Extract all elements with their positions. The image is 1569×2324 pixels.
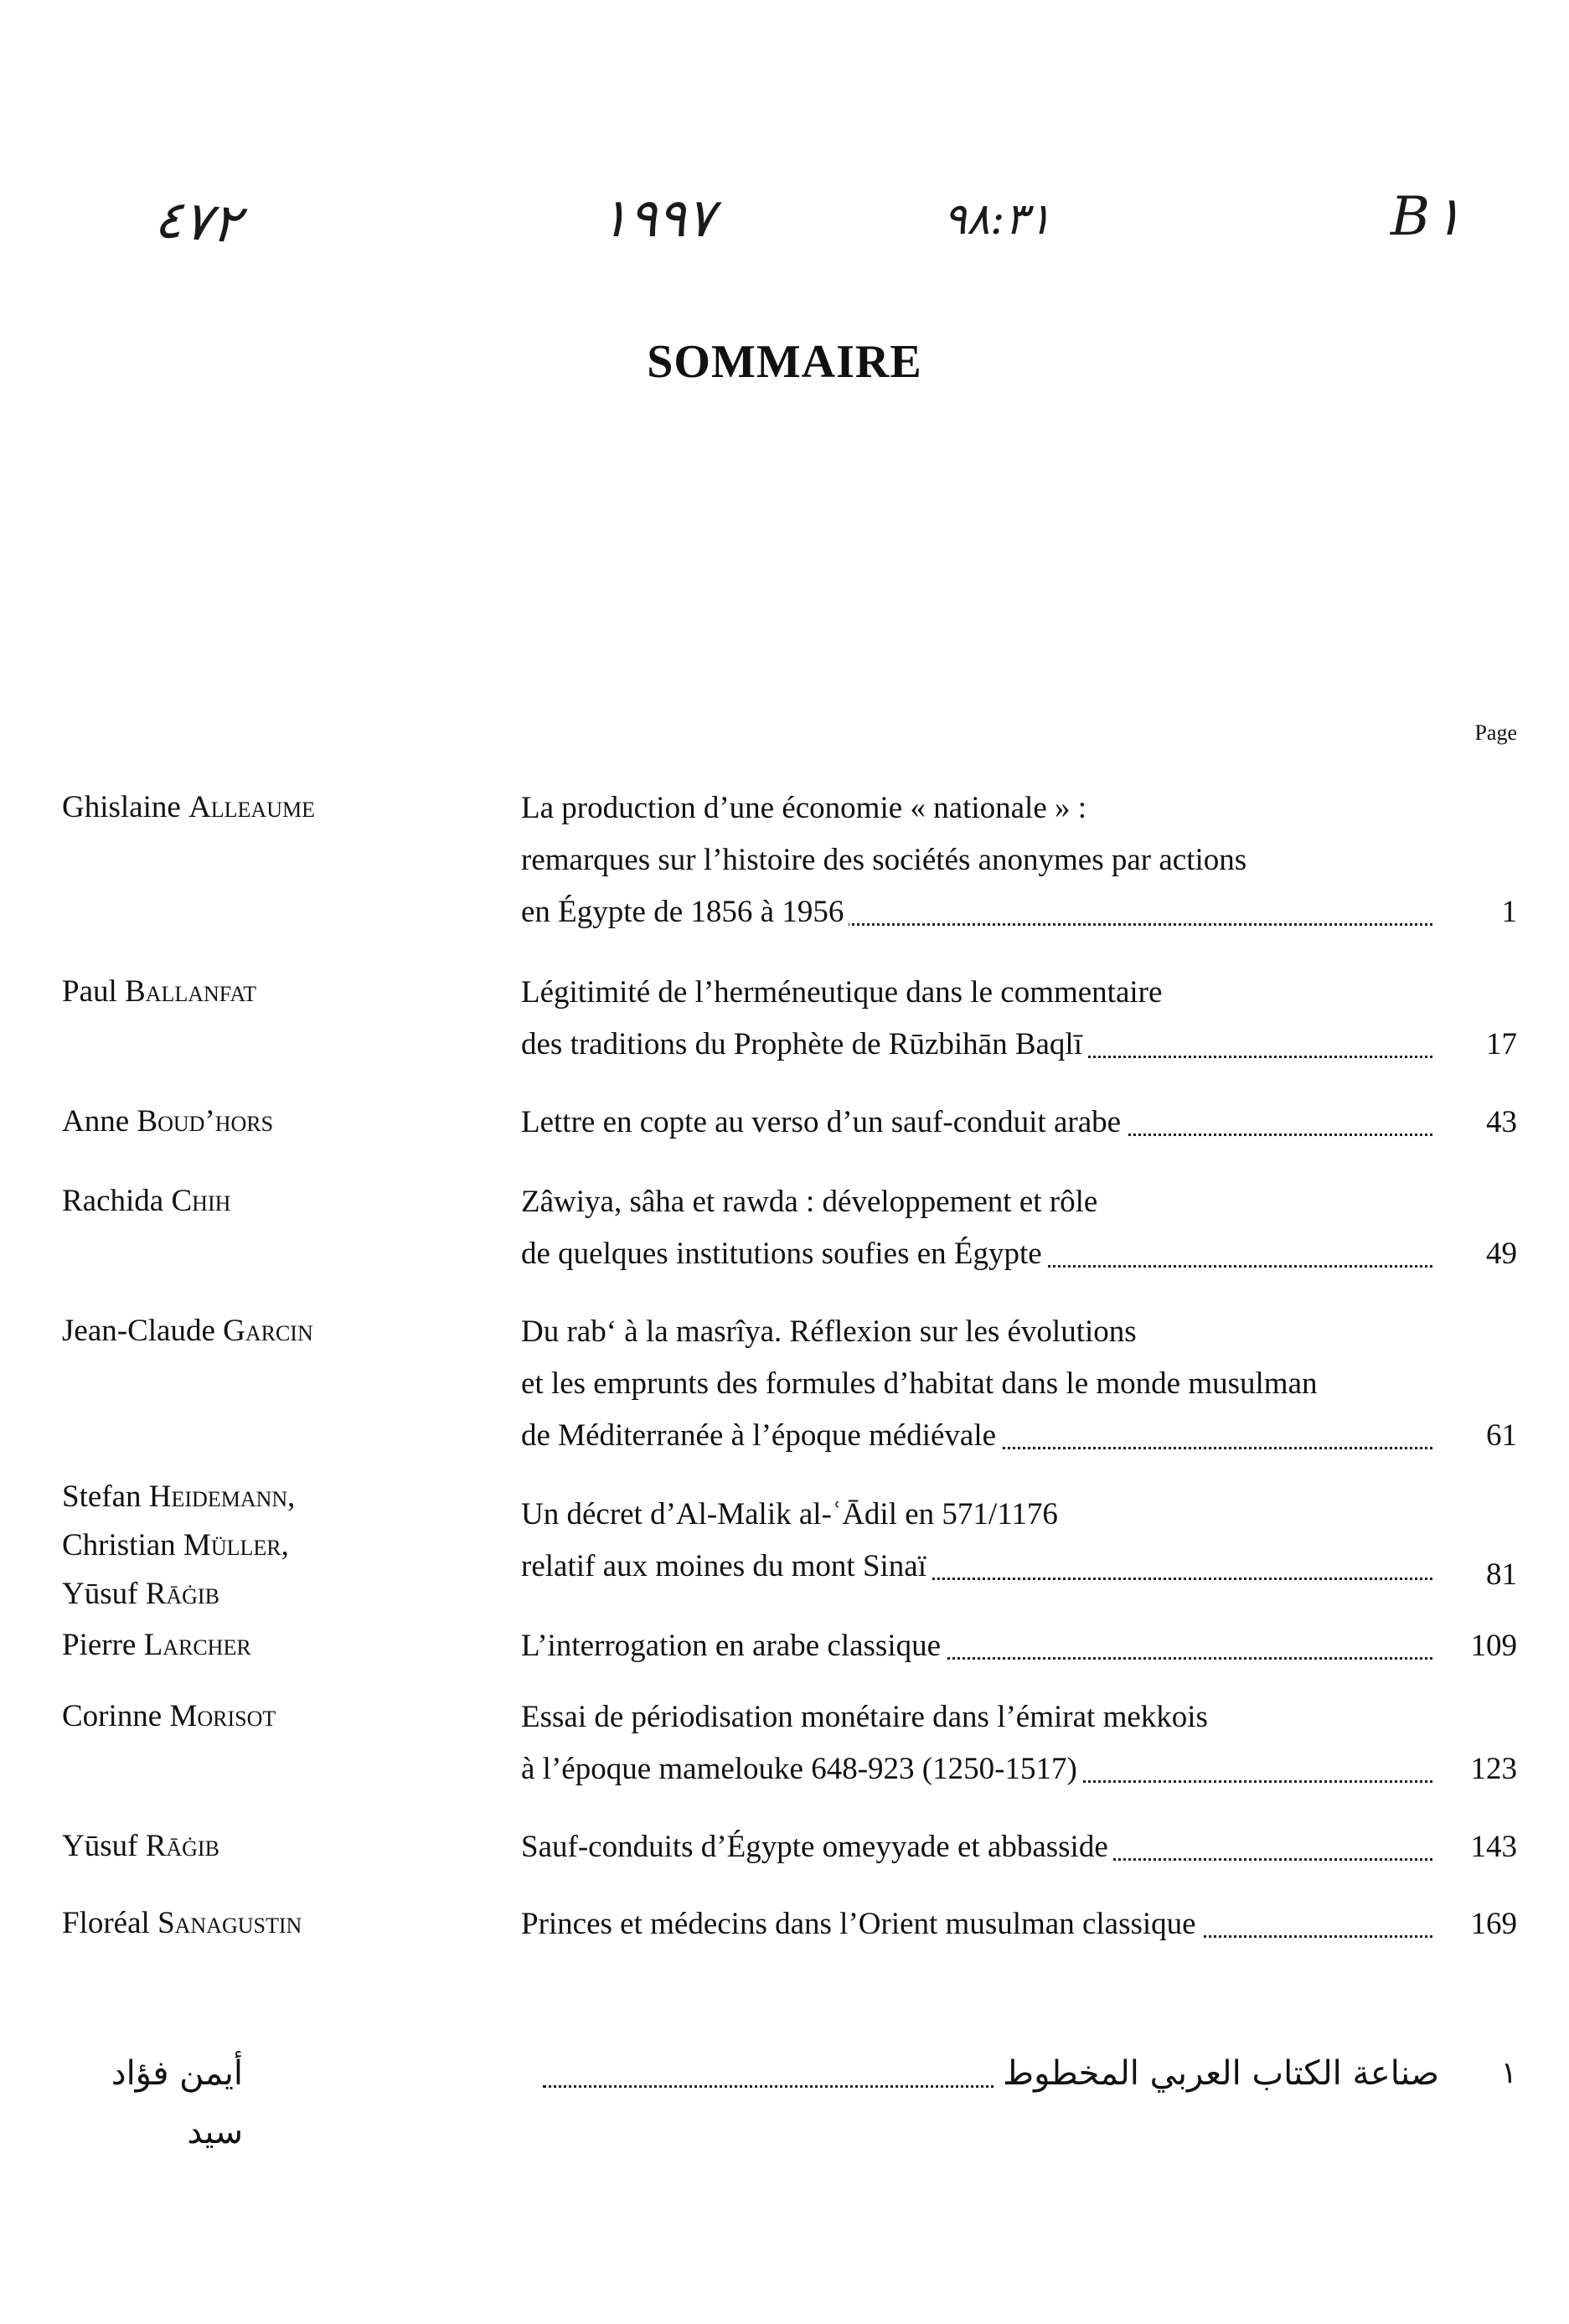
entry-author: Floréal Sanagustin bbox=[62, 1906, 302, 1940]
entry-page-number: 123 bbox=[1470, 1752, 1517, 1786]
entry-title-line: à l’époque mamelouke 648-923 (1250-1517) bbox=[521, 1744, 1432, 1795]
arabic-entry-title: صناعة الكتاب العربي المخطوط bbox=[518, 2044, 1439, 2103]
entry-title-line: Essai de périodisation monétaire dans l’émirat mekkois bbox=[521, 1692, 1432, 1743]
entry-page-number: 17 bbox=[1486, 1027, 1517, 1061]
page-column-header: Page bbox=[1474, 720, 1517, 745]
entry-page-number: 169 bbox=[1470, 1907, 1517, 1941]
entry-page-number: 81 bbox=[1486, 1557, 1517, 1592]
entry-author: Corinne Morisot bbox=[62, 1699, 276, 1733]
entry-author: Yūsuf Rāġib bbox=[62, 1829, 219, 1863]
page-title: SOMMAIRE bbox=[647, 336, 922, 388]
entry-author: Rachida Chih bbox=[62, 1184, 231, 1218]
entry-title-line: remarques sur l’histoire des sociétés anonymes par actions bbox=[521, 835, 1432, 886]
entry-page-number: 61 bbox=[1486, 1418, 1517, 1453]
entry-author: Stefan Heidemann, Christian Müller, Yūsuf Rāġib bbox=[62, 1480, 296, 1611]
entry-page-number: 1 bbox=[1501, 895, 1517, 929]
handwritten-mark-1: ٤٧٢ bbox=[152, 188, 243, 256]
entry-title-line: de quelques institutions soufies en Égypte bbox=[521, 1229, 1432, 1279]
entry-title-line: La production d’une économie « nationale » : bbox=[521, 783, 1432, 834]
entry-title-line: L’interrogation en arabe classique bbox=[521, 1621, 1432, 1671]
entry-page-number: 49 bbox=[1486, 1237, 1517, 1271]
arabic-entry-page-number: ١ bbox=[1500, 2056, 1517, 2090]
entry-title-line: Légitimité de l’herméneutique dans le commentaire bbox=[521, 968, 1432, 1018]
entry-title-line: Un décret d’Al-Malik al-ʿĀdil en 571/1176 bbox=[521, 1490, 1432, 1540]
entry-title-line: de Méditerranée à l’époque médiévale bbox=[521, 1411, 1432, 1461]
entry-title-line: Lettre en copte au verso d’un sauf-conduit arabe bbox=[521, 1097, 1432, 1148]
handwritten-mark-2: ١٩٩٧ bbox=[600, 188, 715, 250]
entry-title-line: Sauf-conduits d’Égypte omeyyade et abbasside bbox=[521, 1822, 1432, 1872]
entry-author: Jean-Claude Garcin bbox=[62, 1314, 313, 1348]
entry-title-line: et les emprunts des formules d’habitat dans le monde musulman bbox=[521, 1359, 1432, 1409]
entry-title-line: Princes et médecins dans l’Orient musulman classique bbox=[521, 1899, 1432, 1950]
entry-author: Pierre Larcher bbox=[62, 1628, 251, 1662]
entry-title-line: Zâwiya, sâha et rawda : développement et rôle bbox=[521, 1177, 1432, 1227]
entry-page-number: 143 bbox=[1470, 1830, 1517, 1864]
arabic-toc-entry bbox=[0, 2044, 1569, 2151]
entry-author: Anne Boud’hors bbox=[62, 1104, 274, 1139]
entry-page-number: 109 bbox=[1470, 1629, 1517, 1663]
entry-title-line: Du rab‘ à la masrîya. Réflexion sur les évolutions bbox=[521, 1307, 1432, 1357]
entry-author: Ghislaine Alleaume bbox=[62, 790, 315, 824]
handwritten-mark-4: B١ bbox=[1391, 186, 1463, 248]
arabic-entry-author: أيمن فؤاد سيد bbox=[111, 2054, 243, 2151]
entry-author: Paul Ballanfat bbox=[62, 974, 257, 1009]
entry-page-number: 43 bbox=[1486, 1105, 1517, 1139]
entry-title-line: des traditions du Prophète de Rūzbihān Baqlī bbox=[521, 1020, 1432, 1070]
entry-title-line: relatif aux moines du mont Sinaï bbox=[521, 1542, 1432, 1592]
handwritten-mark-3: ٩٨:٣١ bbox=[943, 194, 1052, 245]
entry-title-line: en Égypte de 1856 à 1956 bbox=[521, 887, 1432, 937]
